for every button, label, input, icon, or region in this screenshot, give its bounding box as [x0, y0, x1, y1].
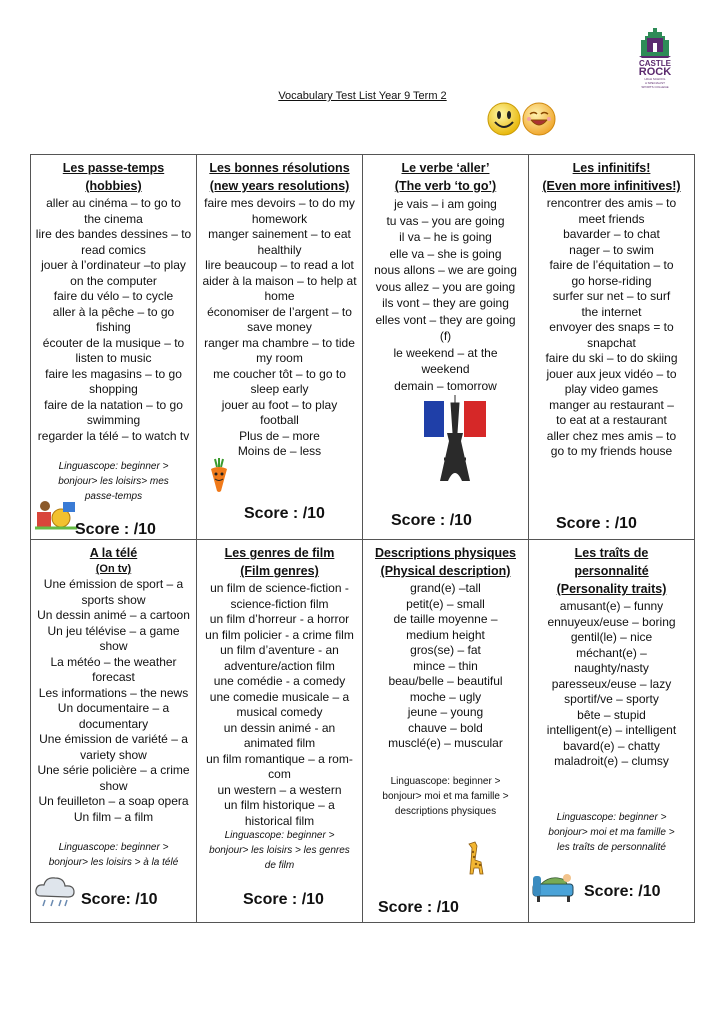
vocab-line: de taille moyenne – — [393, 612, 498, 626]
vocab-line: un film romantique – a rom- — [206, 751, 353, 766]
vocab-line: amusant(e) – funny — [559, 599, 664, 613]
vocabulary-grid — [30, 154, 695, 923]
score-label: Score : /10 — [391, 512, 472, 529]
vocab-line: naughty/nasty — [574, 661, 649, 675]
vocab-line: me coucher tôt – to go to — [213, 366, 346, 381]
vocab-line: elle va – she is going — [389, 246, 502, 261]
vocab-line: go horse-riding — [571, 273, 652, 288]
linguascope-line: bonjour> les loisirs> mes — [58, 476, 169, 487]
carrot-icon — [205, 457, 233, 493]
vocab-line: lire des bandes dessines – to — [35, 227, 192, 241]
logo-line2: ROCK — [638, 66, 672, 78]
box-subheading: (new years resolutions) — [209, 179, 350, 193]
box-heading: personnalité — [574, 564, 649, 578]
vocab-line: Un film – a film — [73, 809, 154, 824]
vocab-line: La météo – the weather — [50, 654, 177, 669]
vocab-line: surfer sur net – to surf — [552, 289, 671, 303]
box-descriptions-physiques — [363, 540, 529, 923]
vocab-line: Moins de – less — [237, 444, 322, 458]
vocab-line: gros(se) – fat — [410, 643, 481, 657]
vocab-line: une comédie - a comedy — [213, 674, 346, 688]
eiffel-tower-flag-icon — [420, 393, 490, 489]
toys-clipart-icon — [33, 498, 79, 532]
vocab-line: meet friends — [578, 211, 645, 226]
vocab-line: manger au restaurant – — [549, 397, 674, 412]
vocab-line: le weekend – at the — [393, 345, 498, 360]
linguascope-note — [35, 840, 192, 870]
vocab-line: show — [99, 778, 128, 793]
box-subheading: (The verb ‘to go’) — [394, 179, 497, 193]
vocab-line: ennuyeux/euse – boring — [547, 614, 676, 629]
vocab-line: home — [264, 289, 295, 303]
vocab-line: tu vas – you are going — [386, 213, 505, 228]
score-label: Score : /10 — [243, 891, 324, 908]
linguascope-line: Linguascope: beginner > — [58, 461, 169, 472]
linguascope-line: Linguascope: beginner > — [58, 842, 169, 853]
vocab-line: lire beaucoup – to read a lot — [205, 258, 354, 272]
vocab-line: bête – stupid — [577, 707, 646, 722]
logo-sub2: A SPECIALIST — [644, 81, 665, 85]
vocab-line: (f) — [439, 329, 452, 343]
vocab-line: Un dessin animé – a cartoon — [37, 608, 190, 622]
box-subheading: (On tv) — [95, 563, 132, 575]
vocab-line: Un feuilleton – a soap opera — [38, 794, 189, 808]
vocab-line: homework — [251, 211, 308, 226]
box-subheading: (hobbies) — [85, 179, 142, 193]
score-label: Score : /10 — [378, 899, 459, 916]
score-label: Score: /10 — [81, 891, 158, 908]
box-infinitifs — [529, 155, 695, 540]
vocab-line: maladroit(e) – clumsy — [554, 754, 669, 768]
vocab-line: my room — [256, 351, 303, 365]
logo-sub1: HIGH SCHOOL — [644, 77, 666, 81]
vocab-line: un western – a western — [217, 782, 342, 797]
vocab-line: adventure/action film — [224, 658, 335, 673]
score-label: Score: /10 — [584, 883, 661, 900]
vocab-line: faire de l’équitation – to — [549, 258, 674, 272]
vocab-line: sleep early — [250, 382, 309, 396]
box-heading: Descriptions physiques — [374, 546, 516, 560]
vocab-line: beau/belle – beautiful — [388, 674, 503, 688]
box-subheading: (Personality traits) — [556, 582, 667, 596]
box-heading: Les genres de film — [224, 546, 335, 560]
vocab-line: grand(e) –tall — [410, 581, 481, 595]
box-subheading: (Even more infinitives!) — [542, 179, 681, 193]
vocab-line: aider à la maison – to help at — [202, 273, 357, 288]
score-label: Score : /10 — [244, 505, 325, 522]
vocab-line: manger sainement – to eat — [208, 227, 351, 241]
vocab-line: forecast — [92, 670, 135, 684]
vocab-line: nous allons – we are going — [374, 263, 517, 277]
page-title: Vocabulary Test List Year 9 Term 2 — [278, 90, 447, 102]
box-a-la-tele — [31, 540, 197, 923]
vocab-line: fishing — [96, 320, 131, 334]
vocab-line: je vais – i am going — [394, 197, 497, 211]
vocab-line: musclé(e) – muscular — [388, 736, 503, 750]
castle-logo-icon — [637, 26, 673, 58]
logo-sub3: SPORTS COLLEGE — [641, 85, 669, 89]
box-subheading: (Film genres) — [240, 564, 319, 578]
vocab-line: méchant(e) – — [576, 645, 647, 660]
vocab-line: go to my friends house — [550, 444, 673, 458]
box-heading: Les bonnes résolutions — [209, 161, 350, 175]
box-heading: Les passe-temps — [62, 161, 165, 175]
vocab-line: Une émission de variété – a — [39, 732, 188, 746]
vocab-line: une comedie musicale – a — [209, 689, 350, 704]
vocab-line: sportif/ve – sporty — [564, 692, 659, 706]
linguascope-line: de film — [264, 860, 295, 871]
linguascope-line: passe-temps — [84, 491, 143, 502]
vocab-line: Plus de – more — [239, 428, 320, 443]
vocab-line: demain – tomorrow — [394, 378, 497, 393]
linguascope-line: bonjour> moi et ma famille > — [382, 791, 509, 802]
vocab-line: paresseux/euse – lazy — [551, 676, 672, 691]
smiley-icon — [487, 102, 521, 136]
vocab-line: Les informations – the news — [38, 685, 189, 700]
vocab-line: un film policier - a crime film — [205, 627, 354, 642]
vocab-line: play video games — [564, 382, 659, 396]
vocab-line: nager – to swim — [569, 242, 654, 257]
box-genres-film — [197, 540, 363, 923]
vocab-line: elles vont – they are going — [375, 312, 516, 327]
vocab-line: faire du ski – to do skiing — [545, 351, 678, 365]
vocab-line: il va – he is going — [399, 230, 492, 244]
linguascope-line: descriptions physiques — [394, 806, 497, 817]
logo-line1: CASTLE — [639, 59, 671, 68]
linguascope-line: les traîts de personnalité — [557, 842, 666, 853]
linguascope-note — [367, 774, 524, 819]
vocab-line: to eat at a restaurant — [556, 413, 667, 427]
laughing-smiley-icon — [522, 102, 556, 136]
vocab-line: Une série policière – a crime — [37, 763, 190, 777]
vocab-line: historical film — [244, 813, 315, 828]
vocab-line: musical comedy — [236, 705, 323, 719]
box-heading: Les traîts de — [574, 546, 649, 560]
vocab-line: bavarder – to chat — [563, 227, 660, 241]
vocab-line: faire mes devoirs – to do my — [204, 196, 355, 210]
vocab-line: swimming — [86, 413, 141, 427]
vocab-line: chauve – bold — [408, 720, 483, 735]
linguascope-line: bonjour> moi et ma famille > — [548, 827, 675, 838]
vocab-line: football — [260, 413, 299, 427]
vocab-line: Un jeu télévise – a game — [47, 623, 180, 638]
vocab-line: shopping — [89, 382, 138, 396]
vocab-line: on the computer — [70, 273, 157, 288]
box-heading: A la télé — [89, 546, 138, 560]
vocab-line: un film de science-fiction - — [210, 581, 349, 595]
vocab-line: un dessin animé - an — [223, 720, 336, 735]
box-heading: Le verbe ‘aller’ — [401, 161, 490, 175]
linguascope-line: bonjour> les loisirs > les genres — [209, 845, 350, 856]
score-label: Score : /10 — [556, 515, 637, 532]
vocab-line: listen to music — [75, 351, 152, 365]
vocab-line: jouer à l’ordinateur –to play — [41, 258, 186, 272]
linguascope-note — [201, 828, 358, 873]
vocab-line: medium height — [406, 627, 485, 642]
box-heading: Les infinitifs! — [572, 161, 651, 175]
vocab-line: ranger ma chambre – to tide — [204, 335, 355, 350]
vocab-line: snapchat — [587, 335, 636, 350]
lazy-couch-icon — [531, 866, 577, 904]
vocab-line: weekend — [421, 362, 470, 376]
vocab-line: petit(e) – small — [406, 596, 485, 611]
vocab-line: rencontrer des amis – to — [546, 196, 677, 210]
vocab-line: science-fiction film — [230, 596, 329, 611]
linguascope-line: Linguascope: beginner > — [224, 830, 335, 841]
box-passe-temps — [31, 155, 197, 540]
vocab-line: mince – thin — [413, 658, 478, 673]
vocab-line: com — [268, 767, 291, 781]
vocab-line: un film d’horreur - a horror — [209, 612, 350, 626]
vocab-line: un film historique – a — [224, 798, 335, 812]
vocab-line: animated film — [243, 736, 316, 750]
vocab-line: un film d’aventure - an — [220, 643, 339, 657]
vocab-line: Un documentaire – a — [57, 701, 170, 715]
vocab-line: jouer au foot – to play — [221, 397, 338, 412]
vocab-line: aller à la pêche – to go — [52, 304, 175, 319]
vocab-line: intelligent(e) – intelligent — [546, 723, 677, 737]
vocab-line: documentary — [78, 716, 149, 731]
vocab-line: save money — [247, 320, 312, 334]
box-traits-personnalite — [529, 540, 695, 923]
vocab-line: show — [99, 639, 128, 653]
score-label: Score : /10 — [75, 521, 156, 538]
vocab-line: Une émission de sport – a — [43, 577, 184, 591]
linguascope-note — [533, 810, 690, 855]
box-subheading: (Physical description) — [380, 564, 511, 578]
vocab-line: faire les magasins – to go — [45, 366, 182, 381]
vocab-line: ils vont – they are going — [382, 296, 509, 310]
vocab-line: aller au cinéma – to go to — [46, 196, 181, 210]
vocab-line: moche – ugly — [409, 689, 482, 704]
vocab-line: aller chez mes amis – to — [546, 428, 677, 443]
linguascope-line: Linguascope: beginner > — [556, 812, 667, 823]
vocab-line: jeune – young — [407, 705, 484, 719]
vocab-line: gentil(le) – nice — [570, 630, 653, 644]
cloud-rain-icon — [33, 874, 77, 908]
linguascope-line: bonjour> les loisirs > à la télé — [48, 857, 179, 868]
vocab-line: the internet — [581, 304, 642, 319]
school-logo — [634, 26, 676, 98]
vocab-line: jouer aux jeux vidéo – to — [546, 366, 677, 381]
linguascope-line: Linguascope: beginner > — [390, 776, 501, 787]
box-resolutions — [197, 155, 363, 540]
vocab-line: écouter de la musique – to — [42, 335, 185, 350]
vocab-line: bavard(e) – chatty — [563, 738, 660, 753]
vocab-line: envoyer des snaps = to — [549, 320, 674, 334]
vocab-line: variety show — [80, 747, 147, 762]
vocab-line: vous allez – you are going — [375, 279, 516, 294]
vocab-line: healthily — [257, 242, 302, 257]
vocab-line: faire de la natation – to go — [44, 397, 183, 412]
vocab-line: read comics — [81, 242, 146, 257]
vocab-line: sports show — [81, 592, 146, 607]
vocab-line: regarder la télé – to watch tv — [37, 428, 190, 443]
vocab-line: the cinema — [84, 211, 143, 226]
box-aller — [363, 155, 529, 540]
giraffe-icon — [465, 840, 487, 876]
vocab-line: économiser de l’argent – to — [207, 304, 352, 319]
vocab-line: faire du vélo – to cycle — [53, 289, 174, 303]
